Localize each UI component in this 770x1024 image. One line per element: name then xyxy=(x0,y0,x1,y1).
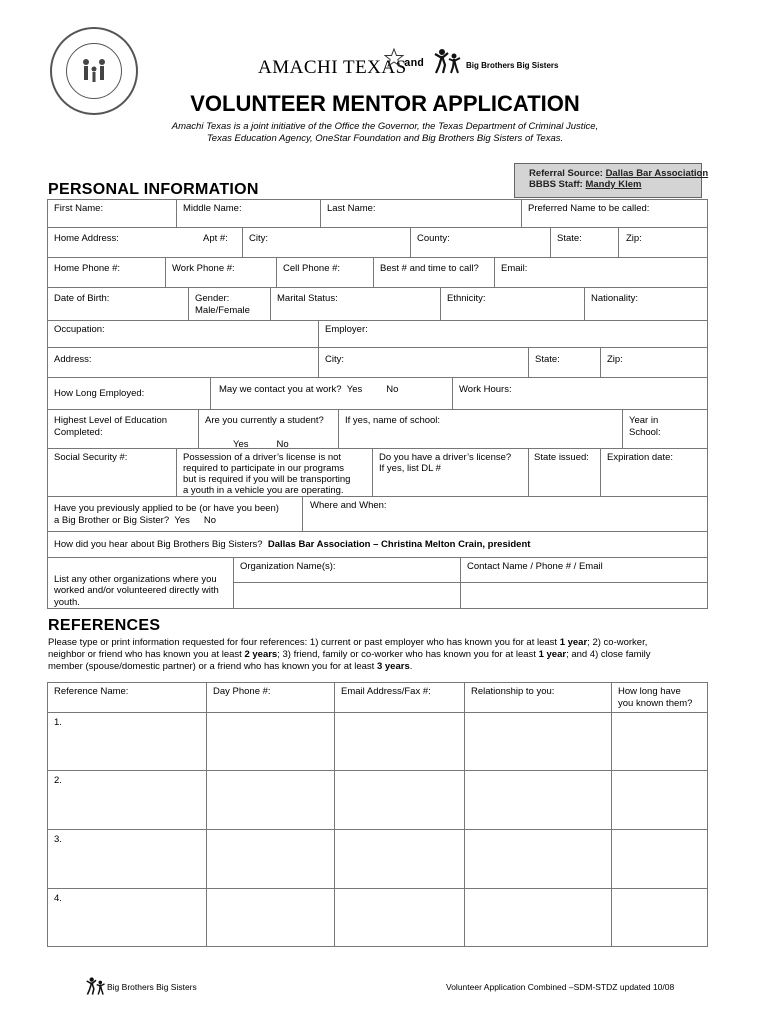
family-figures-icon xyxy=(78,57,112,87)
city2-label: City: xyxy=(325,354,344,365)
referral-source: Referral Source: Dallas Bar Association xyxy=(529,168,709,179)
license-note-line1: Possession of a driver’s license is not xyxy=(183,452,342,463)
org-contact-label: Contact Name / Phone # / Email xyxy=(467,561,603,572)
amachi-texas-logo: AMACHI TEXAS xyxy=(258,57,407,78)
gender-options: Male/Female xyxy=(195,305,250,316)
home-address-label: Home Address: xyxy=(54,233,119,244)
hear-about-value: Dallas Bar Association – Christina Melton Crain, president xyxy=(267,539,531,550)
cell-phone-label: Cell Phone #: xyxy=(283,263,341,274)
references-heading: REFERENCES xyxy=(48,617,161,634)
marital-status-label: Marital Status: xyxy=(277,293,338,304)
student-label: Are you currently a student? xyxy=(205,415,324,426)
best-time-label: Best # and time to call? xyxy=(380,263,479,274)
page-title: VOLUNTEER MENTOR APPLICATION xyxy=(190,91,580,116)
col-email-fax: Email Address/Fax #: xyxy=(341,686,431,697)
organization-names-label: Organization Name(s): xyxy=(240,561,336,572)
state-label: State: xyxy=(557,233,582,244)
subtitle-line-2: Texas Education Agency, OneStar Foundation and Big Brothers Big Sisters of Texas. xyxy=(206,133,564,144)
education-label-line2: Completed: xyxy=(54,427,103,438)
previously-applied-line1: Have you previously applied to be (or have you been) xyxy=(54,503,279,514)
apt-label: Apt #: xyxy=(203,233,228,244)
preferred-name-label: Preferred Name to be called: xyxy=(528,203,650,214)
footer-right-text: Volunteer Application Combined –SDM-STDZ updated 10/08 xyxy=(446,982,675,992)
year-in-school-line1: Year in xyxy=(629,415,659,426)
previously-applied-line2: a Big Brother or Big Sister? Yes No xyxy=(54,515,217,526)
footer-bbbs-icon xyxy=(86,976,106,996)
state2-label: State: xyxy=(535,354,560,365)
first-name-label: First Name: xyxy=(54,203,104,214)
dob-label: Date of Birth: xyxy=(54,293,110,304)
student-options xyxy=(233,439,289,450)
student-no: No xyxy=(276,439,289,450)
school-name-label: If yes, name of school: xyxy=(345,415,441,426)
nationality-label: Nationality: xyxy=(591,293,638,304)
ssn-label: Social Security #: xyxy=(54,452,128,463)
referral-source-value: Dallas Bar Association xyxy=(605,168,709,179)
col-reference-name: Reference Name: xyxy=(54,686,129,697)
other-orgs-line2: worked and/or volunteered directly with xyxy=(54,585,219,596)
references-intro-line2: neighbor or friend who has known you at least 2 years; 3) friend, family or co-worker who has known you for at least 1 year; and 4) close family xyxy=(48,649,651,660)
work-phone-label: Work Phone #: xyxy=(172,263,235,274)
year-in-school-line2: School: xyxy=(629,427,661,438)
reference-row-2: 2. xyxy=(54,775,62,786)
bbbs-staff: BBBS Staff: Mandy Klem xyxy=(529,179,642,190)
references-intro-line1: Please type or print information requested for four references: 1) current or past employer who has known you for at least 1 year; 2) co-worker, xyxy=(48,637,648,648)
bbbs-figures-icon xyxy=(434,48,462,74)
license-note-line3: but is required if you will be transporting xyxy=(183,474,351,485)
other-orgs-line1: List any other organizations where you xyxy=(54,574,217,585)
contact-work-yes: Yes xyxy=(346,384,363,395)
occupation-label: Occupation: xyxy=(54,324,105,335)
zip2-label: Zip: xyxy=(607,354,623,365)
star-icon xyxy=(384,48,404,68)
col-relationship: Relationship to you: xyxy=(471,686,555,697)
ethnicity-label: Ethnicity: xyxy=(447,293,486,304)
footer-left-text: Big Brothers Big Sisters xyxy=(107,982,197,992)
references-intro-line3: member (spouse/domestic partner) or a friend who has known you for at least 3 years. xyxy=(48,661,413,672)
middle-name-label: Middle Name: xyxy=(183,203,242,214)
col-how-long-line2: you known them? xyxy=(618,698,693,709)
county-label: County: xyxy=(417,233,450,244)
email-label: Email: xyxy=(501,263,528,274)
city-label: City: xyxy=(249,233,268,244)
where-when-label: Where and When: xyxy=(310,500,387,511)
bbbs-staff-value: Mandy Klem xyxy=(585,179,642,190)
reference-row-3: 3. xyxy=(54,834,62,845)
expiration-date-label: Expiration date: xyxy=(607,452,674,463)
license-note-line4: a youth in a vehicle you are operating. xyxy=(183,485,344,496)
state-issued-label: State issued: xyxy=(534,452,589,463)
bbbs-logo-text: Big Brothers Big Sisters xyxy=(466,61,559,70)
education-label-line1: Highest Level of Education xyxy=(54,415,168,426)
home-phone-label: Home Phone #: xyxy=(54,263,121,274)
subtitle-line-1: Amachi Texas is a joint initiative of the Office the Governor, the Texas Department of Criminal Justice, xyxy=(171,121,599,132)
gender-label: Gender: xyxy=(195,293,230,304)
hear-about-row xyxy=(54,539,530,550)
other-orgs-line3: youth. xyxy=(54,597,80,608)
last-name-label: Last Name: xyxy=(327,203,376,214)
col-how-long-line1: How long have xyxy=(618,686,681,697)
work-hours-label: Work Hours: xyxy=(459,384,512,395)
employer-label: Employer: xyxy=(325,324,368,335)
contact-at-work-label: May we contact you at work? Yes No xyxy=(219,384,399,395)
hear-about-label: How did you hear about Big Brothers Big Sisters? xyxy=(54,539,263,550)
license-note-line2: required to participate in our programs xyxy=(183,463,345,474)
contact-work-no: No xyxy=(386,384,399,395)
references-table xyxy=(47,682,708,947)
license-question-line1: Do you have a driver’s license? xyxy=(379,452,512,463)
applied-yes: Yes xyxy=(174,515,190,526)
zip-label: Zip: xyxy=(626,233,642,244)
reference-row-4: 4. xyxy=(54,893,62,904)
col-day-phone: Day Phone #: xyxy=(213,686,271,697)
reference-row-1: 1. xyxy=(54,717,62,728)
referral-box xyxy=(514,163,709,198)
license-question-line2: If yes, list DL # xyxy=(379,463,441,474)
personal-information-heading: PERSONAL INFORMATION xyxy=(48,181,259,198)
applied-no: No xyxy=(203,515,217,526)
and-text: and xyxy=(404,58,424,70)
student-yes: Yes xyxy=(233,439,249,450)
how-long-employed-label: How Long Employed: xyxy=(54,388,145,399)
address-label: Address: xyxy=(54,354,92,365)
